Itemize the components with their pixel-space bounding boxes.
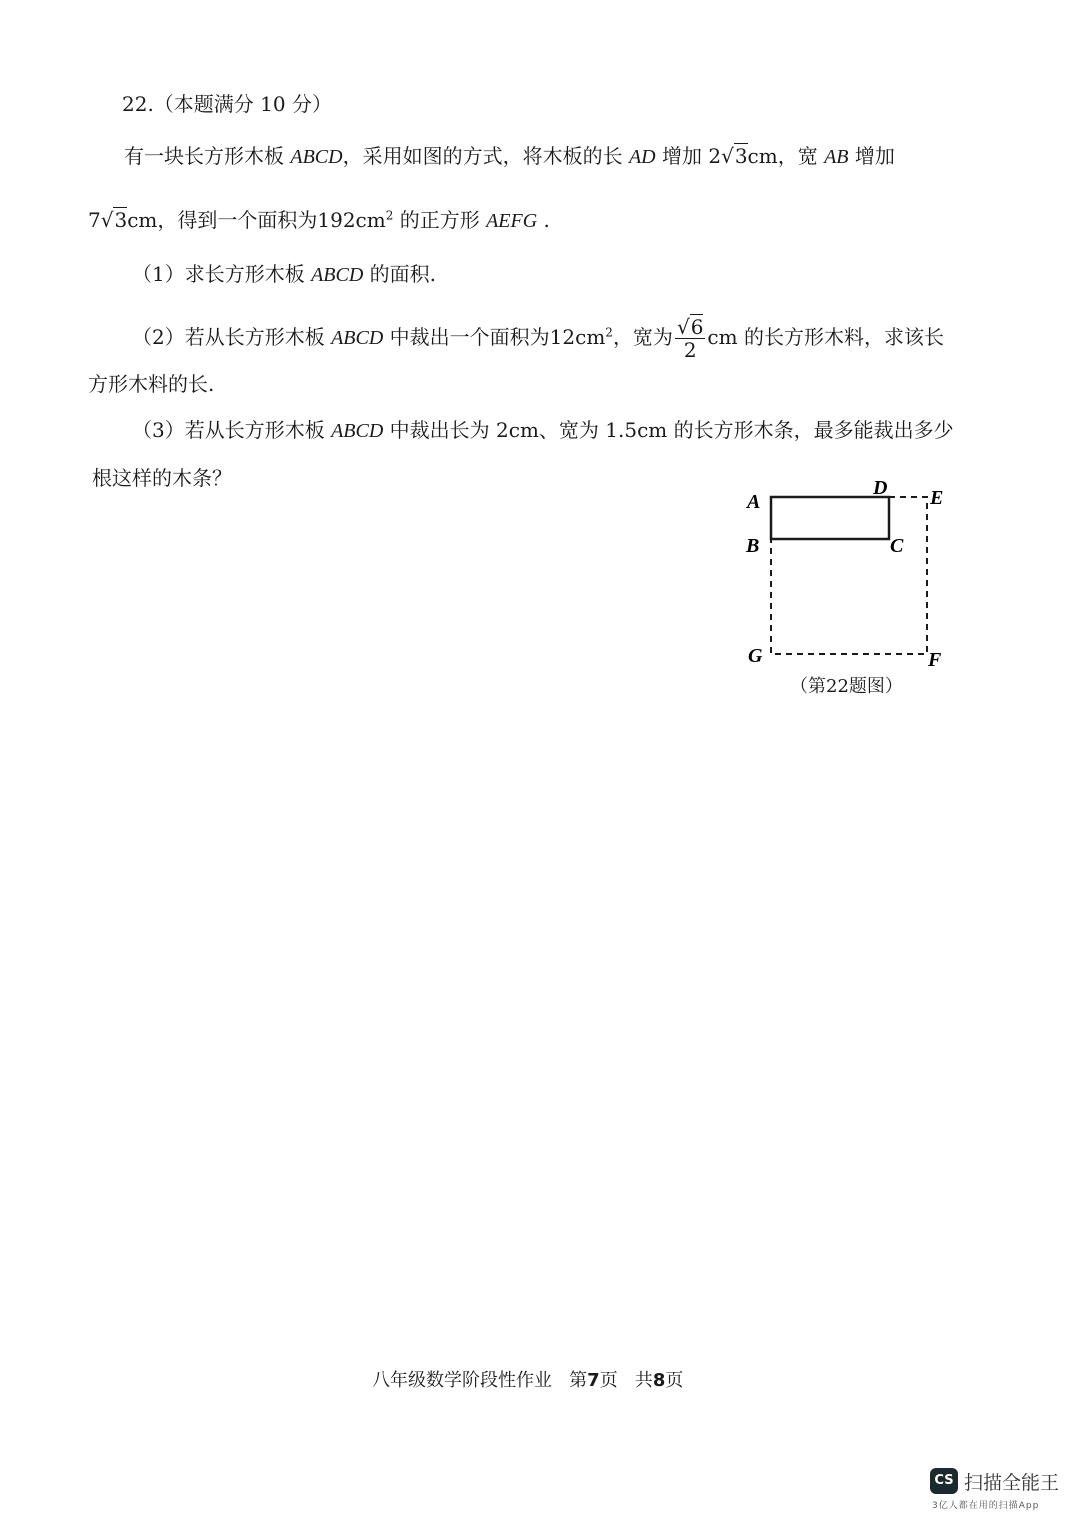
page-footer: 八年级数学阶段性作业 第7页 共8页: [372, 1370, 684, 1391]
intro-line-2: 7√3cm，得到一个面积为$192cm^2$ 的正方形 AEFG .: [88, 208, 550, 232]
total-pages: 8: [652, 1370, 666, 1391]
camscanner-logo-icon: CS: [930, 1468, 958, 1494]
intro-line-1: 有一块长方形木板 ABCD，采用如图的方式，将木板的长 AD 增加 2√3cm，宽 AB 增加: [124, 144, 895, 168]
scanner-watermark: [930, 1466, 1060, 1510]
label-f: F: [928, 649, 942, 670]
square-aefg-dashed: [771, 497, 927, 654]
part-2-line-2: 方形木料的长.: [88, 372, 215, 396]
part-1: （1）求长方形木板 ABCD 的面积.: [132, 262, 437, 286]
label-d: D: [873, 477, 888, 499]
sqrt-symbol: √3: [100, 208, 128, 232]
part-3-line-2: 根这样的木条？: [92, 466, 232, 490]
watermark-name: 扫描全能王: [964, 1472, 1060, 1494]
part-3-line-1: （3）若从长方形木板 ABCD 中裁出长为 2cm、宽为 1.5cm 的长方形木条，最多能裁出多少: [132, 418, 954, 442]
rectangle-square-figure: [735, 470, 955, 670]
label-b: B: [746, 535, 760, 557]
watermark-tagline: 3亿人都在用的扫描App: [932, 1501, 1040, 1511]
label-a: A: [747, 491, 761, 513]
label-g: G: [748, 645, 763, 667]
part-2-line-1: （2）若从长方形木板 ABCD 中裁出一个面积为$12cm^2$，宽为 $\frac{√6}{2}$ cm 的长方形木料，求该长: [132, 315, 944, 362]
label-c: C: [890, 535, 904, 557]
label-e: E: [930, 487, 944, 509]
page-number: 7: [587, 1370, 600, 1391]
footer-subject: 八年级数学阶段性作业: [372, 1370, 552, 1391]
question-header: 22.（本题满分 10 分）: [122, 92, 332, 116]
rectangle-abcd: [771, 497, 889, 539]
figure-caption: （第22题图）: [790, 676, 903, 697]
sqrt-symbol: √3: [721, 144, 748, 168]
fraction-sqrt6-over-2: $\frac{√6}{2}$: [676, 315, 704, 362]
